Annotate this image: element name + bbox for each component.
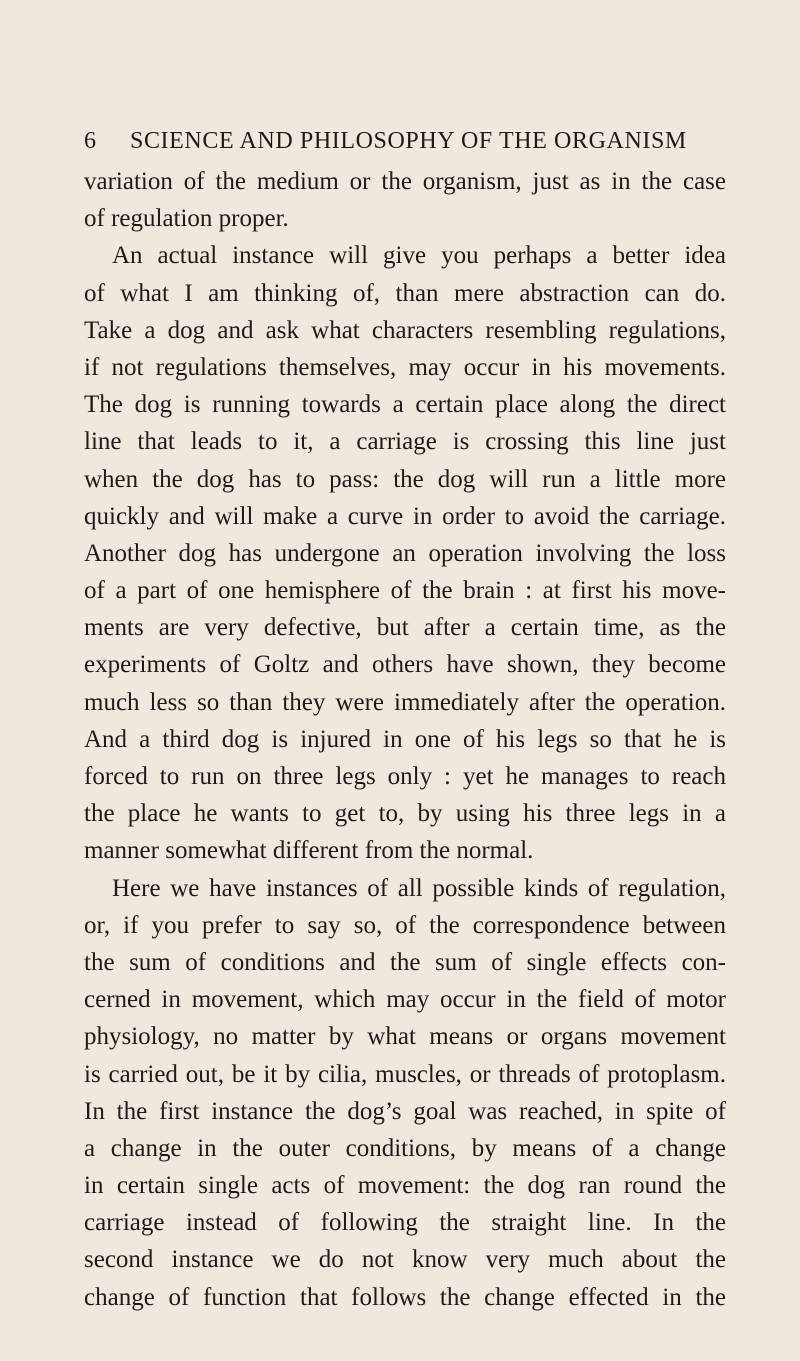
- text-line: or, if you prefer to say so, of the correspondence between: [84, 911, 726, 939]
- running-head: [84, 124, 734, 158]
- text-line: cerned in movement, which may occur in the field of motor: [84, 986, 726, 1014]
- text-line: Another dog has undergone an operation involving the loss: [84, 539, 726, 567]
- text-line: in certain single acts of movement: the dog ran round the: [84, 1172, 726, 1200]
- text-line: ments are very defective, but after a certain time, as the: [84, 614, 726, 642]
- text-line: Here we have instances of all possible kinds of regulation,: [112, 874, 726, 902]
- text-line: quickly and will make a curve in order to avoid the carriage.: [84, 502, 726, 530]
- text-line: change of function that follows the change effected in the: [84, 1283, 726, 1311]
- running-title: SCIENCE AND PHILOSOPHY OF THE ORGANISM: [130, 128, 687, 154]
- text-line: physiology, no matter by what means or organs movement: [84, 1023, 726, 1051]
- page-number: 6: [84, 128, 97, 154]
- text-line: if not regulations themselves, may occur in his movements.: [84, 353, 726, 381]
- text-line: manner somewhat different from the normal.: [84, 837, 534, 865]
- text-line: when the dog has to pass: the dog will run a little more: [84, 465, 726, 493]
- text-line: The dog is running towards a certain place along the direct: [84, 391, 726, 419]
- text-line: forced to run on three legs only : yet he manages to reach: [84, 763, 726, 790]
- text-line: of regulation proper.: [84, 205, 289, 233]
- text-line: a change in the outer conditions, by means of a change: [84, 1134, 726, 1162]
- text-line: the place he wants to get to, by using his three legs in a: [84, 800, 726, 828]
- text-line: variation of the medium or the organism, just as in the case: [84, 168, 726, 195]
- text-line: line that leads to it, a carriage is crossing this line just: [84, 428, 726, 456]
- text-line: An actual instance will give you perhaps a better idea: [112, 242, 726, 270]
- text-line: Take a dog and ask what characters resembling regulations,: [84, 316, 726, 344]
- text-line: much less so than they were immediately after the operation.: [84, 688, 726, 716]
- text-line: second instance we do not know very much about the: [84, 1246, 726, 1274]
- text-line: is carried out, be it by cilia, muscles, or threads of protoplasm.: [84, 1060, 726, 1088]
- body-text: [84, 163, 726, 1316]
- text-line: the sum of conditions and the sum of single effects con-: [84, 948, 726, 976]
- text-line: of what I am thinking of, than mere abstraction can do.: [84, 279, 726, 307]
- text-line: And a third dog is injured in one of his legs so that he is: [84, 725, 726, 753]
- text-line: In the first instance the dog’s goal was reached, in spite of: [84, 1097, 726, 1125]
- text-line: of a part of one hemisphere of the brain : at first his move-: [84, 577, 726, 605]
- text-line: carriage instead of following the straight line. In the: [84, 1209, 726, 1237]
- text-line: experiments of Goltz and others have shown, they become: [84, 651, 726, 679]
